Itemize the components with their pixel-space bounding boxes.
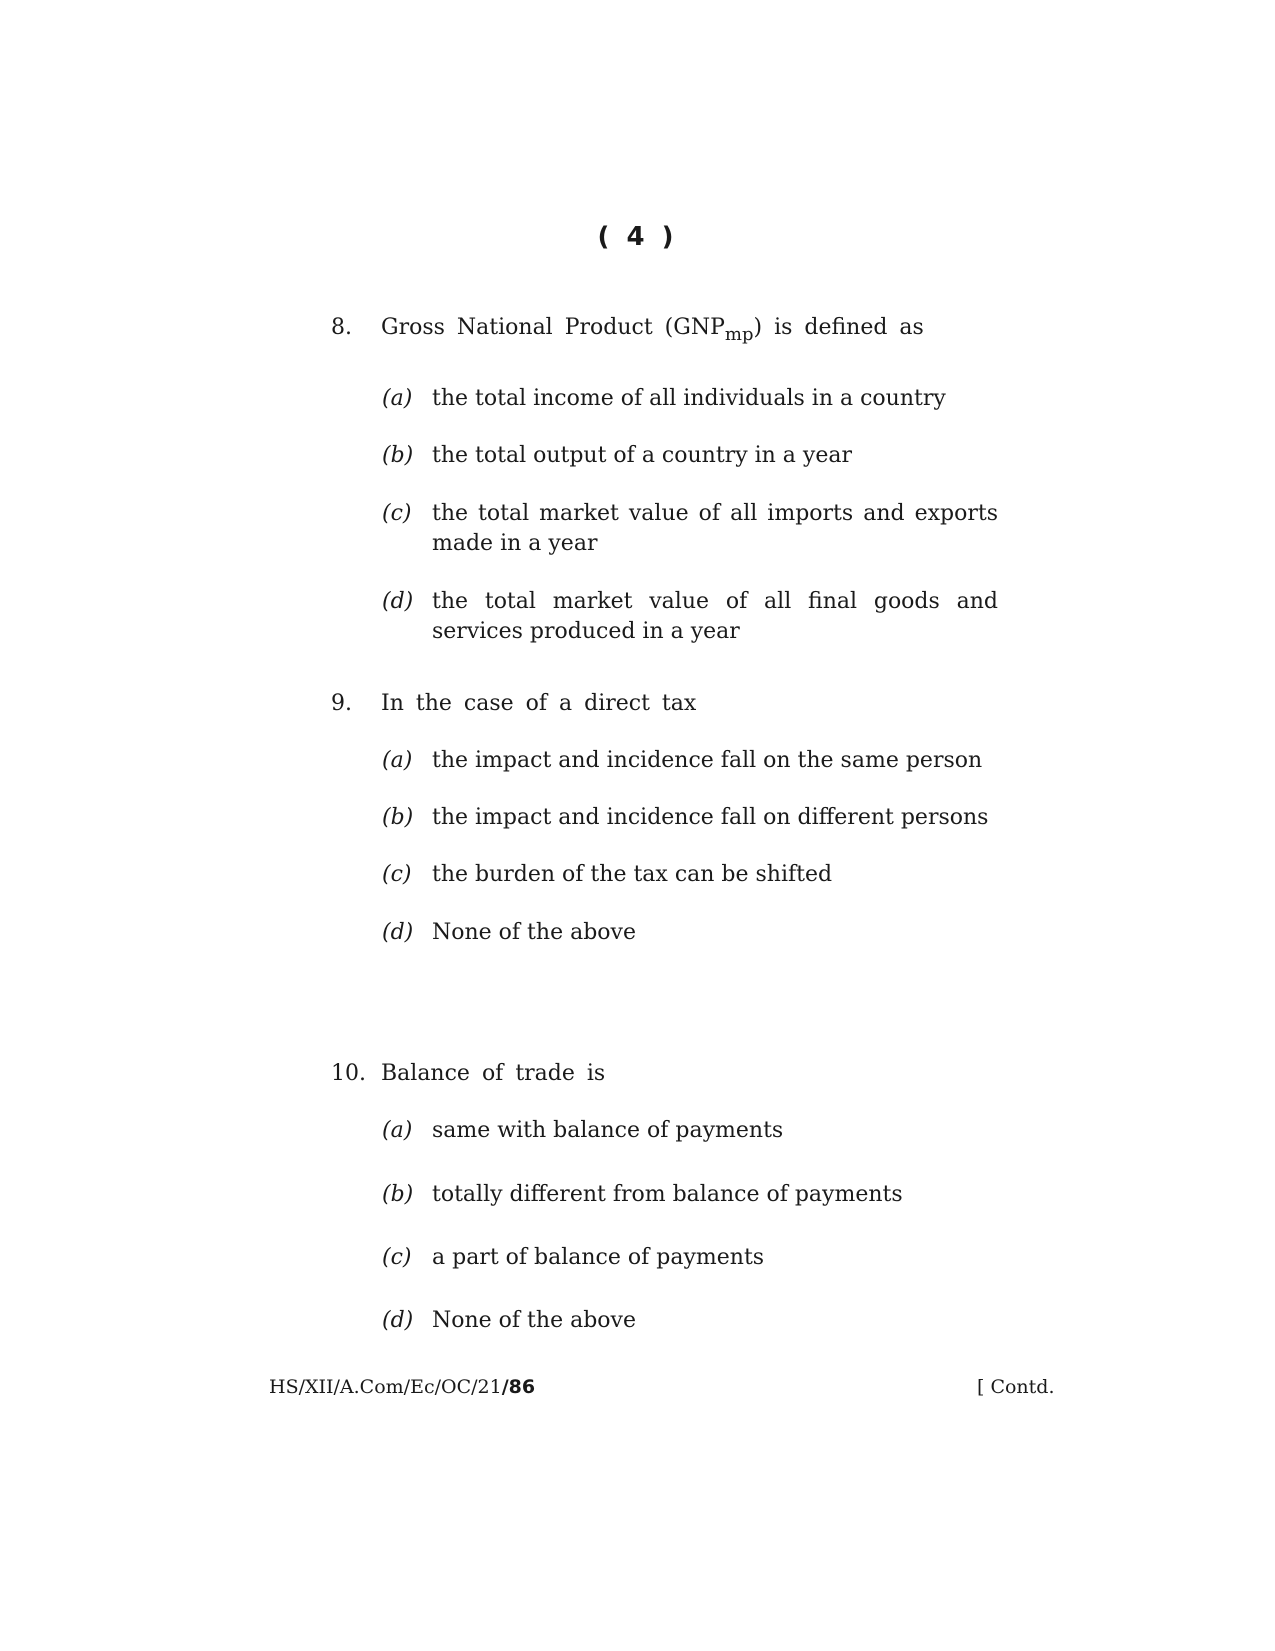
stem-text: Balance of trade is xyxy=(381,1061,606,1086)
option-text: None of the above xyxy=(432,1308,636,1333)
option-letter: (a) xyxy=(382,1118,413,1143)
option-text: the burden of the tax can be shifted xyxy=(432,862,833,887)
option-letter: (a) xyxy=(382,748,413,773)
options-list xyxy=(331,746,1051,948)
option-text: the total income of all individuals in a country xyxy=(432,386,946,411)
paper-code-prefix: HS/XII/A.Com/Ec/OC/21 xyxy=(269,1376,502,1398)
option-letter: (d) xyxy=(382,589,414,614)
option-text: the total market value of all final goods and services produced in a year xyxy=(432,589,998,644)
option-letter: (b) xyxy=(382,1182,414,1207)
options-list xyxy=(331,384,1051,647)
option-b xyxy=(331,441,998,471)
option-letter: (c) xyxy=(382,862,412,887)
option-text: the impact and incidence fall on the same person xyxy=(432,748,983,773)
option-letter: (c) xyxy=(382,1245,412,1270)
question-number: 9. xyxy=(331,691,352,716)
question-number: 10. xyxy=(331,1061,366,1086)
options-list xyxy=(331,1116,1051,1336)
question-stem xyxy=(331,313,1051,350)
option-b xyxy=(331,803,998,833)
stem-text-end: ) is defined as xyxy=(753,315,924,340)
question-9 xyxy=(331,689,1051,948)
option-text: a part of balance of payments xyxy=(432,1245,765,1270)
option-d xyxy=(331,1306,998,1336)
question-number: 8. xyxy=(331,315,352,340)
stem-subscript: mp xyxy=(724,324,754,345)
question-stem xyxy=(331,689,1051,719)
question-8 xyxy=(331,313,1051,647)
question-10 xyxy=(331,1059,1051,1336)
stem-text: In the case of a direct tax xyxy=(381,691,697,716)
page-number: ( 4 ) xyxy=(597,222,678,252)
option-text: the total market value of all imports and exports made in a year xyxy=(432,501,998,556)
option-letter: (c) xyxy=(382,501,412,526)
option-a xyxy=(331,746,998,776)
option-letter: (d) xyxy=(382,920,414,945)
option-text: the total output of a country in a year xyxy=(432,443,852,468)
option-c xyxy=(331,860,998,890)
option-text: None of the above xyxy=(432,920,636,945)
option-letter: (a) xyxy=(382,386,413,411)
paper-code xyxy=(269,1376,535,1398)
option-a xyxy=(331,384,998,414)
option-text: the impact and incidence fall on different persons xyxy=(432,805,989,830)
option-text: totally different from balance of payments xyxy=(432,1182,903,1207)
option-c xyxy=(331,499,998,559)
option-a xyxy=(331,1116,998,1146)
option-c xyxy=(331,1243,998,1273)
stem-text: Gross National Product (GNP xyxy=(381,315,725,340)
option-text: same with balance of payments xyxy=(432,1118,784,1143)
option-letter: (b) xyxy=(382,805,414,830)
option-d xyxy=(331,918,998,948)
option-b xyxy=(331,1180,998,1210)
option-letter: (d) xyxy=(382,1308,414,1333)
question-stem xyxy=(331,1059,1051,1089)
option-d xyxy=(331,587,998,647)
option-letter: (b) xyxy=(382,443,414,468)
paper-code-suffix: /86 xyxy=(501,1376,536,1398)
contd-label: [ Contd. xyxy=(977,1376,1055,1398)
